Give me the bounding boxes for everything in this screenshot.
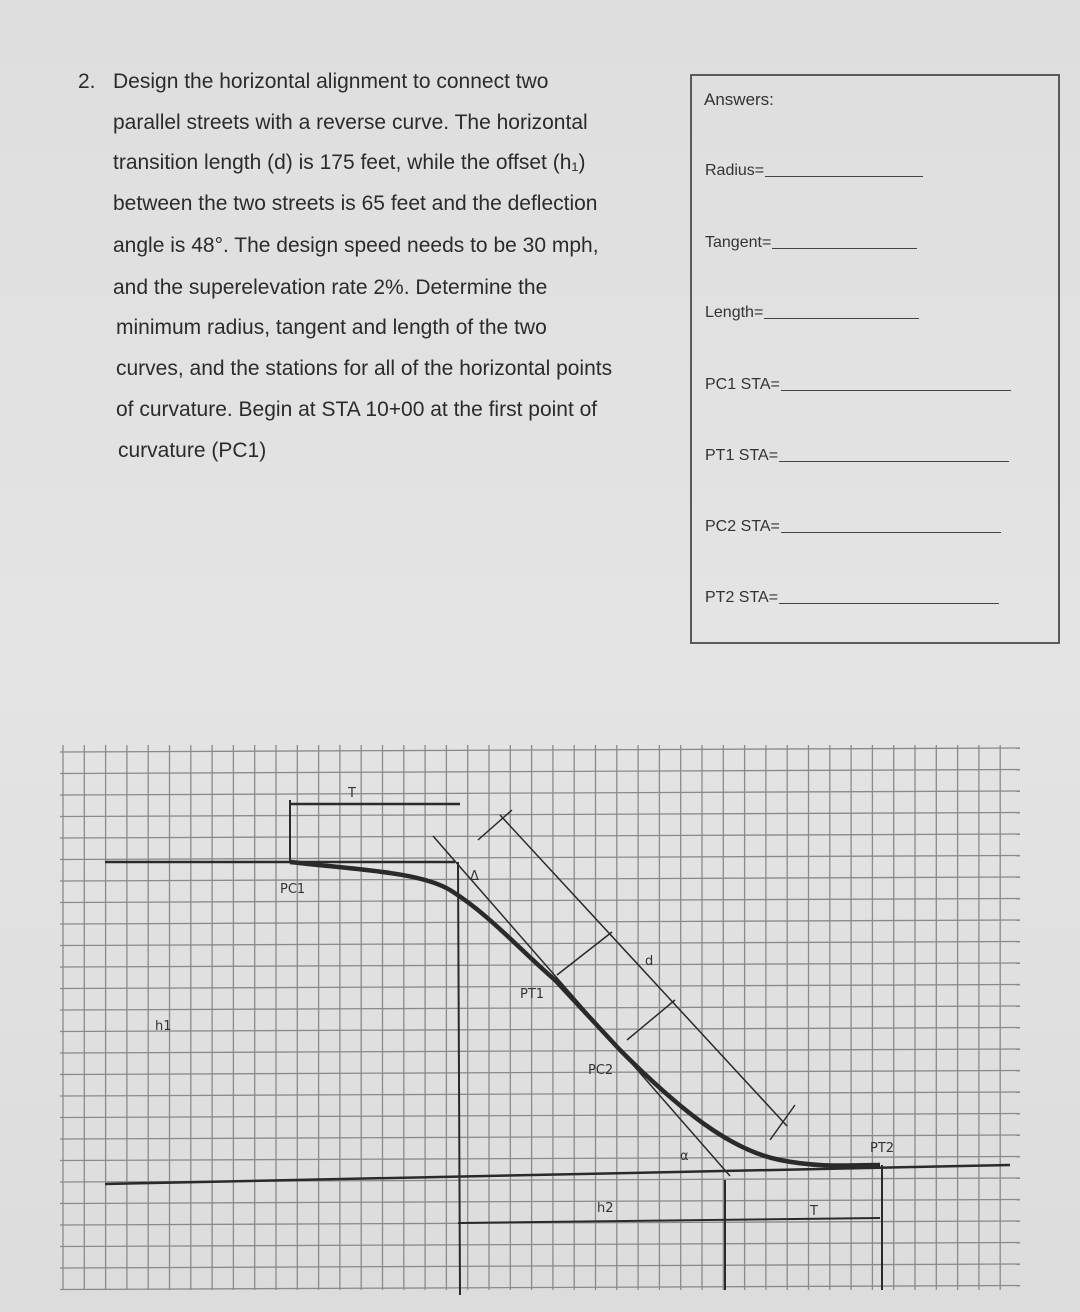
question-number: 2. (78, 70, 96, 93)
answers-title: Answers: (704, 90, 774, 109)
label-pc1: PC1 (280, 882, 306, 897)
label-h2: h2 (597, 1201, 614, 1216)
label-delta: Δ (470, 869, 479, 884)
label-pt1: PT1 (520, 987, 545, 1002)
answer-label: PC2 STA= (705, 518, 780, 535)
label-h1: h1 (155, 1019, 172, 1034)
grid-line (60, 834, 1020, 838)
graph-paper-grid (60, 745, 1020, 1290)
answer-label: Tangent= (705, 234, 772, 251)
question-line: and the superelevation rate 2%. Determine the (113, 276, 548, 299)
grid-line (60, 1092, 1020, 1096)
answer-label: PC1 STA= (705, 376, 780, 393)
grid-line (60, 942, 1020, 946)
grid-line (60, 1028, 1020, 1032)
second-street-line (105, 1165, 1010, 1184)
grid-line (60, 748, 1020, 752)
label-tangent-bottom: T (810, 1204, 818, 1219)
label-tangent-top: T (348, 786, 356, 801)
question-line: curves, and the stations for all of the horizontal points (116, 357, 613, 380)
grid-line (60, 1071, 1020, 1075)
grid-line (60, 791, 1020, 795)
grid-line (60, 813, 1020, 817)
grid-line (60, 1157, 1020, 1161)
question-line: curvature (PC1) (118, 439, 267, 462)
grid-line (60, 770, 1020, 774)
answer-label: Radius= (705, 162, 765, 179)
grid-line (60, 920, 1020, 924)
question-line: of curvature. Begin at STA 10+00 at the first point of (116, 398, 598, 421)
answer-label: PT2 STA= (705, 589, 779, 606)
label-pt2: PT2 (870, 1141, 895, 1156)
question-line: between the two streets is 65 feet and the deflection (113, 192, 598, 215)
question-line: angle is 48°. The design speed needs to be 30 mph, (113, 234, 599, 257)
grid-line (60, 899, 1020, 903)
answer-label: Length= (705, 304, 764, 321)
label-pc2: PC2 (588, 1063, 614, 1078)
question-line: Design the horizontal alignment to connect two (113, 70, 549, 93)
question-line: transition length (d) is 175 feet, while the offset (h₁) (113, 151, 586, 174)
grid-line (60, 1264, 1020, 1268)
sketch-lines (105, 800, 1010, 1295)
question-line: parallel streets with a reverse curve. The horizontal (113, 111, 588, 134)
label-alpha: α (680, 1149, 689, 1164)
grid-line (60, 1114, 1020, 1118)
grid-line (60, 1135, 1020, 1139)
grid-line (60, 1049, 1020, 1053)
label-d: d (645, 954, 654, 969)
offset-vertical-line (458, 862, 460, 1295)
question-line: minimum radius, tangent and length of the two (116, 316, 547, 339)
grid-line (60, 1243, 1020, 1247)
grid-line (60, 877, 1020, 881)
grid-line (60, 1200, 1020, 1204)
grid-line (60, 1006, 1020, 1010)
answer-label: PT1 STA= (705, 447, 779, 464)
grid-line (60, 1286, 1020, 1290)
